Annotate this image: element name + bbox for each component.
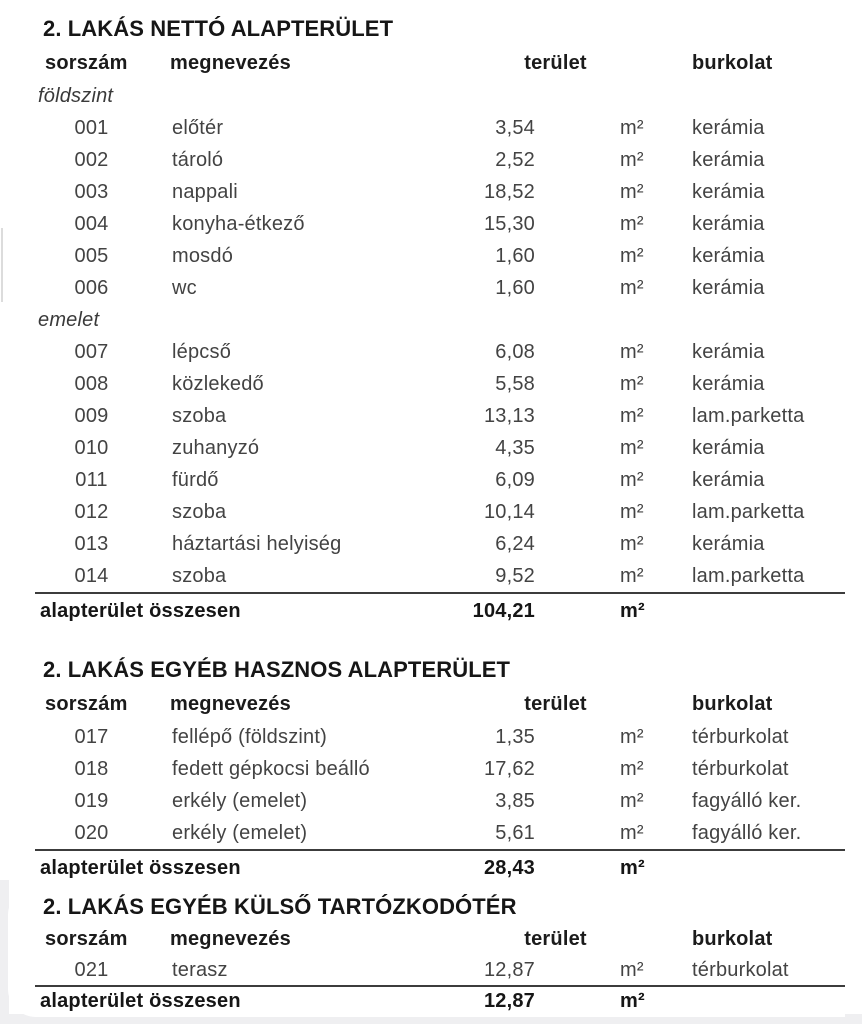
cell-terulet: 3,54: [495, 117, 535, 139]
floor-group-label: földszint: [38, 85, 114, 107]
cell-unit: m²: [620, 245, 644, 267]
total-spacer: [660, 987, 845, 1017]
cell-burkolat: lam.parketta: [692, 501, 805, 523]
cell-terulet: 3,85: [495, 790, 535, 812]
section-title: 2. LAKÁS EGYÉB HASZNOS ALAPTERÜLET: [43, 657, 511, 682]
cell-burkolat: kerámia: [692, 213, 765, 235]
total-label: alapterület összesen: [40, 600, 241, 622]
cell-sorszam: 013: [74, 533, 109, 555]
cell-terulet: 17,62: [483, 758, 535, 780]
total-row: [35, 849, 845, 887]
cell-burkolat: kerámia: [692, 117, 765, 139]
table-body: [35, 721, 845, 849]
cell-unit: m²: [620, 181, 644, 203]
cell-megnevezes: nappali: [172, 181, 238, 203]
floor-group-label: emelet: [38, 309, 100, 331]
cell-terulet: 5,58: [495, 373, 535, 395]
cell-unit: m²: [620, 277, 644, 299]
cell-unit: m²: [620, 373, 644, 395]
cell-megnevezes: szoba: [172, 565, 227, 587]
cell-burkolat: kerámia: [692, 149, 765, 171]
table-row: [35, 560, 845, 592]
cell-terulet: 10,14: [483, 501, 535, 523]
cell-megnevezes: mosdó: [172, 245, 234, 267]
cell-burkolat: kerámia: [692, 341, 765, 363]
cell-terulet: 6,08: [495, 341, 535, 363]
column-header-burkolat: burkolat: [692, 693, 773, 715]
section-title: 2. LAKÁS NETTÓ ALAPTERÜLET: [43, 16, 394, 41]
cell-terulet: 18,52: [483, 181, 535, 203]
table-body: [35, 80, 845, 592]
cell-unit: m²: [620, 758, 644, 780]
total-row: [35, 985, 845, 1017]
column-header-megnevezes: megnevezés: [170, 928, 291, 950]
table-header-row: [35, 923, 845, 955]
cell-burkolat: térburkolat: [692, 726, 789, 748]
cell-megnevezes: szoba: [172, 405, 227, 427]
cell-terulet: 13,13: [483, 405, 535, 427]
table-row: [35, 144, 845, 176]
cell-sorszam: 004: [74, 213, 109, 235]
cell-burkolat: fagyálló ker.: [692, 790, 802, 812]
column-header-terulet: terület: [524, 52, 587, 74]
column-header-terulet: terület: [524, 693, 587, 715]
cell-unit: m²: [620, 501, 644, 523]
cell-megnevezes: konyha-étkező: [172, 213, 305, 235]
table-row: [35, 240, 845, 272]
cell-sorszam: 017: [74, 726, 109, 748]
cell-terulet: 15,30: [483, 213, 535, 235]
cell-sorszam: 008: [74, 373, 109, 395]
column-header-burkolat: burkolat: [692, 52, 773, 74]
cell-terulet: 6,24: [495, 533, 535, 555]
cell-burkolat: kerámia: [692, 469, 765, 491]
table-row: [35, 272, 845, 304]
cell-unit: m²: [620, 533, 644, 555]
cell-megnevezes: közlekedő: [172, 373, 264, 395]
cell-burkolat: lam.parketta: [692, 565, 805, 587]
cell-unit: m²: [620, 790, 644, 812]
cell-terulet: 12,87: [483, 959, 535, 981]
cell-megnevezes: erkély (emelet): [172, 790, 308, 812]
column-header-megnevezes: megnevezés: [170, 52, 291, 74]
table-row: [35, 528, 845, 560]
table-row: [35, 112, 845, 144]
cell-burkolat: térburkolat: [692, 959, 789, 981]
column-header-sorszam: sorszám: [45, 52, 128, 74]
cell-burkolat: lam.parketta: [692, 405, 805, 427]
total-row: [35, 592, 845, 630]
cell-unit: m²: [620, 822, 644, 844]
total-spacer: [660, 594, 845, 630]
cell-burkolat: kerámia: [692, 533, 765, 555]
cell-unit: m²: [620, 117, 644, 139]
table-row: [35, 817, 845, 849]
section-outdoor-area: [8, 887, 845, 1017]
cell-terulet: 6,09: [495, 469, 535, 491]
table-row: [35, 496, 845, 528]
table-header-row: [35, 687, 845, 721]
cell-unit: m²: [620, 149, 644, 171]
cell-burkolat: kerámia: [692, 373, 765, 395]
table-row: [35, 721, 845, 753]
cell-megnevezes: tároló: [172, 149, 224, 171]
cell-unit: m²: [620, 959, 644, 981]
cell-sorszam: 014: [74, 565, 109, 587]
cell-sorszam: 005: [74, 245, 109, 267]
column-header-terulet: terület: [524, 928, 587, 950]
total-value: 104,21: [472, 600, 535, 622]
total-label: alapterület összesen: [40, 990, 241, 1012]
cell-sorszam: 009: [74, 405, 109, 427]
cell-sorszam: 002: [74, 149, 109, 171]
cell-sorszam: 021: [74, 959, 109, 981]
total-unit: m²: [620, 990, 645, 1012]
column-header-megnevezes: megnevezés: [170, 693, 291, 715]
cell-megnevezes: fellépő (földszint): [172, 726, 327, 748]
cell-terulet: 9,52: [495, 565, 535, 587]
cell-unit: m²: [620, 213, 644, 235]
cell-terulet: 1,60: [495, 245, 535, 267]
cell-unit: m²: [620, 437, 644, 459]
table-row: [35, 336, 845, 368]
cell-sorszam: 019: [74, 790, 109, 812]
cell-burkolat: kerámia: [692, 277, 765, 299]
cell-burkolat: kerámia: [692, 245, 765, 267]
cell-unit: m²: [620, 565, 644, 587]
total-unit: m²: [620, 600, 645, 622]
table-row: [35, 785, 845, 817]
section-title: 2. LAKÁS EGYÉB KÜLSŐ TARTÓZKODÓTÉR: [43, 894, 517, 919]
cell-unit: m²: [620, 341, 644, 363]
cell-sorszam: 003: [74, 181, 109, 203]
cell-burkolat: térburkolat: [692, 758, 789, 780]
cell-megnevezes: háztartási helyiség: [172, 533, 342, 555]
cell-burkolat: kerámia: [692, 181, 765, 203]
cell-sorszam: 018: [74, 758, 109, 780]
cell-terulet: 5,61: [495, 822, 535, 844]
table-row: [35, 464, 845, 496]
table-row: [35, 400, 845, 432]
cell-burkolat: fagyálló ker.: [692, 822, 802, 844]
table-body: [35, 955, 845, 985]
cell-terulet: 1,60: [495, 277, 535, 299]
section-net-floor-area: [35, 14, 845, 630]
column-header-burkolat: burkolat: [692, 928, 773, 950]
cell-sorszam: 010: [74, 437, 109, 459]
floor-group-row: [35, 304, 845, 336]
cell-megnevezes: fürdő: [172, 469, 219, 491]
table-row: [35, 432, 845, 464]
table-row: [35, 176, 845, 208]
table-row: [35, 368, 845, 400]
cell-unit: m²: [620, 405, 644, 427]
cell-sorszam: 012: [74, 501, 109, 523]
cell-burkolat: kerámia: [692, 437, 765, 459]
cell-sorszam: 006: [74, 277, 109, 299]
cell-megnevezes: zuhanyzó: [172, 437, 260, 459]
total-unit: m²: [620, 857, 645, 879]
floor-group-row: [35, 80, 845, 112]
cell-megnevezes: erkély (emelet): [172, 822, 308, 844]
cell-terulet: 4,35: [495, 437, 535, 459]
cell-sorszam: 020: [74, 822, 109, 844]
table-row: [35, 753, 845, 785]
cell-unit: m²: [620, 726, 644, 748]
total-label: alapterület összesen: [40, 857, 241, 879]
cell-megnevezes: wc: [172, 277, 197, 299]
table-row: [35, 955, 845, 985]
cell-megnevezes: fedett gépkocsi beálló: [172, 758, 370, 780]
cell-megnevezes: szoba: [172, 501, 227, 523]
cell-sorszam: 011: [75, 469, 108, 491]
cell-megnevezes: lépcső: [172, 341, 232, 363]
table-row: [35, 208, 845, 240]
section-other-useful-area: [35, 655, 845, 887]
cell-megnevezes: előtér: [172, 117, 224, 139]
cell-megnevezes: terasz: [172, 959, 228, 981]
column-header-sorszam: sorszám: [45, 928, 128, 950]
total-value: 12,87: [483, 990, 535, 1012]
cell-unit: m²: [620, 469, 644, 491]
cell-terulet: 1,35: [495, 726, 535, 748]
total-value: 28,43: [483, 857, 535, 879]
cell-sorszam: 007: [74, 341, 109, 363]
cell-sorszam: 001: [74, 117, 109, 139]
table-header-row: [35, 46, 845, 80]
column-header-sorszam: sorszám: [45, 693, 128, 715]
cell-terulet: 2,52: [495, 149, 535, 171]
total-spacer: [660, 851, 845, 887]
